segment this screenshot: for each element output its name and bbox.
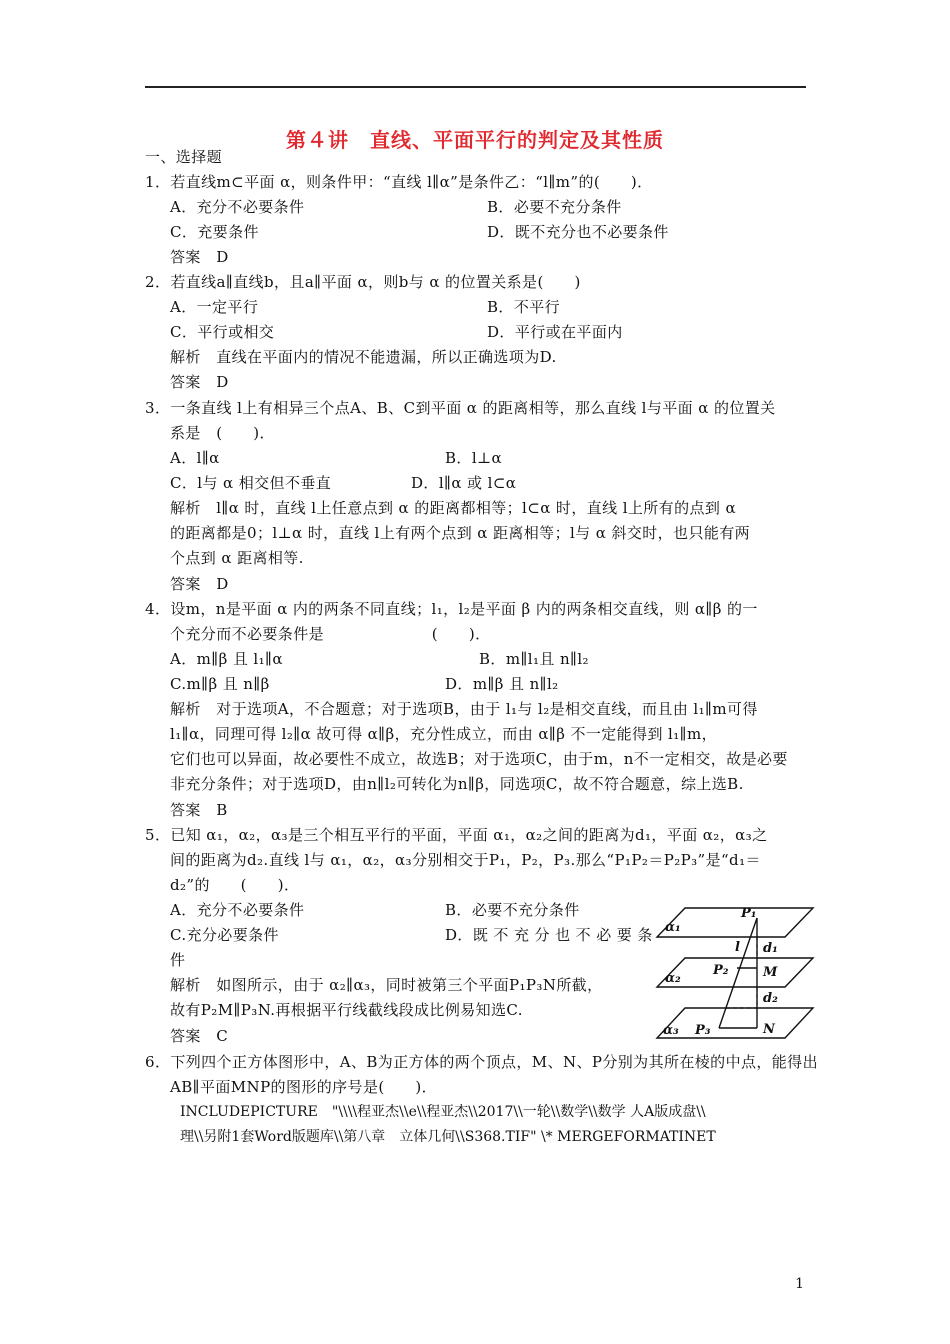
question-4-cont: 个充分而不必要条件是 ( )．: [170, 625, 491, 643]
label-alpha3: α₃: [663, 1023, 679, 1038]
q1-option-a: A．充分不必要条件: [170, 198, 305, 216]
plane-alpha3: [657, 1008, 813, 1038]
question-6: 6．下列四个正方体图形中，A、B为正方体的两个顶点，M、N、P分别为其所在棱的中点，能得出: [145, 1053, 818, 1071]
q1-option-d: D．既不充分也不必要条件: [487, 223, 669, 241]
label-p3: P₃: [695, 1023, 711, 1038]
q3-analysis-3: 个点到 α 距离相等.: [170, 549, 304, 567]
q2-option-a: A．一定平行: [170, 298, 259, 316]
page-title: 第４讲 直线、平面平行的判定及其性质: [286, 128, 664, 152]
q5-option-a: A．充分不必要条件: [170, 901, 305, 919]
label-d1: d₁: [763, 941, 778, 956]
label-alpha1: α₁: [665, 920, 681, 935]
q5-analysis-2: 故有P₂M∥P₃N.再根据平行线截线段成比例易知选C.: [170, 1001, 523, 1019]
q5-analysis: 解析 如图所示，由于 α₂∥α₃，同时被第三个平面P₁P₃N所截，: [170, 976, 603, 994]
question-5: 5．已知 α₁，α₂，α₃是三个相互平行的平面，平面 α₁，α₂之间的距离为d₁，平面 α₂，α₃之: [145, 826, 768, 844]
q4-analysis: 解析 对于选项A，不合题意；对于选项B，由于 l₁与 l₂是相交直线，而且由 l₁∥m可得: [170, 700, 758, 718]
q3-analysis-2: 的距离都是0；l⊥α 时，直线 l上有两个点到 α 距离相等；l与 α 斜交时，也只能有两: [170, 524, 751, 542]
question-3-cont: 系是 ( )．: [170, 424, 275, 442]
q4-option-c: C.m∥β 且 n∥β: [170, 675, 270, 693]
q2-option-c: C．平行或相交: [170, 323, 275, 341]
label-l: l: [735, 940, 740, 955]
question-1: 1．若直线m⊂平面 α，则条件甲：“直线 l∥α”是条件乙：“l∥m”的( )．: [145, 173, 653, 191]
q4-option-d: D．m∥β 且 n∥l₂: [445, 675, 559, 693]
q3-option-d: D．l∥α 或 l⊂α: [411, 474, 517, 492]
q4-analysis-3: 它们也可以异面，故必要性不成立，故选B；对于选项C，由于m，n不一定相交，故是必要: [170, 750, 788, 768]
q5-option-b: B．必要不充分条件: [445, 901, 580, 919]
question-6-cont: AB∥平面MNP的图形的序号是( )．: [170, 1078, 438, 1096]
q4-analysis-4: 非充分条件；对于选项D，由n∥l₂可转化为n∥β，同选项C，故不符合题意，综上选B.: [170, 775, 744, 793]
q4-analysis-2: l₁∥α，同理可得 l₂∥α 故可得 α∥β，充分性成立，而由 α∥β 不一定能得到 l₁∥m，: [170, 725, 717, 743]
question-4: 4．设m，n是平面 α 内的两条不同直线；l₁，l₂是平面 β 内的两条相交直线，则 α∥β 的一: [145, 600, 758, 618]
q1-option-b: B．必要不充分条件: [487, 198, 622, 216]
section-heading: 一、选择题: [145, 148, 223, 166]
includepicture-field: INCLUDEPICTURE "\\\\程亚杰\\e\\程亚杰\\2017\\一轮\\数学\\数学 人A版成盘\\: [180, 1104, 706, 1120]
includepicture-field-2: 理\\另附1套Word版题库\\第八章 立体几何\\S368.TIF" \* MERGEFORMATINET: [180, 1129, 716, 1145]
q4-option-a: A．m∥β 且 l₁∥α: [170, 650, 283, 668]
q5-answer: 答案 C: [170, 1027, 229, 1045]
q1-answer: 答案 D: [170, 248, 229, 266]
q5-option-c: C.充分必要条件: [170, 926, 279, 944]
q3-analysis: 解析 l∥α 时，直线 l上任意点到 α 的距离都相等；l⊂α 时，直线 l上所有的点到 α: [170, 499, 736, 517]
q3-option-b: B．l⊥α: [445, 449, 503, 467]
q3-option-c: C．l与 α 相交但不垂直: [170, 474, 332, 492]
parallel-planes-figure: [655, 900, 820, 1050]
label-m: M: [763, 965, 778, 980]
question-5-cont: 间的距离为d₂.直线 l与 α₁，α₂，α₃分别相交于P₁，P₂，P₃.那么“P₁P₂＝P₂P₃”是“d₁＝: [170, 851, 761, 869]
q4-answer: 答案 B: [170, 801, 228, 819]
label-p2: P₂: [713, 963, 729, 978]
q2-answer: 答案 D: [170, 373, 229, 391]
label-p1: P₁: [741, 906, 757, 921]
question-5-cont-2: d₂”的 ( )．: [170, 876, 300, 894]
header-rule: [145, 86, 806, 88]
q5-option-d-wrap: 件: [170, 951, 186, 969]
question-3: 3．一条直线 l上有相异三个点A、B、C到平面 α 的距离相等，那么直线 l与平面 α 的位置关: [145, 399, 776, 417]
label-d2: d₂: [763, 991, 778, 1006]
q5-option-d: D．既 不 充 分 也 不 必 要 条: [445, 926, 653, 944]
q3-option-a: A．l∥α: [170, 449, 220, 467]
label-alpha2: α₂: [665, 971, 681, 986]
page-number: 1: [795, 1276, 804, 1292]
q2-option-d: D．平行或在平面内: [487, 323, 623, 341]
q2-analysis: 解析 直线在平面内的情况不能遗漏，所以正确选项为D.: [170, 348, 557, 366]
q1-option-c: C．充要条件: [170, 223, 259, 241]
label-n: N: [763, 1022, 775, 1037]
q4-option-b: B．m∥l₁且 n∥l₂: [479, 650, 589, 668]
question-2: 2．若直线a∥直线b，且a∥平面 α，则b与 α 的位置关系是( ): [145, 273, 581, 291]
q3-answer: 答案 D: [170, 575, 229, 593]
q2-option-b: B．不平行: [487, 298, 561, 316]
